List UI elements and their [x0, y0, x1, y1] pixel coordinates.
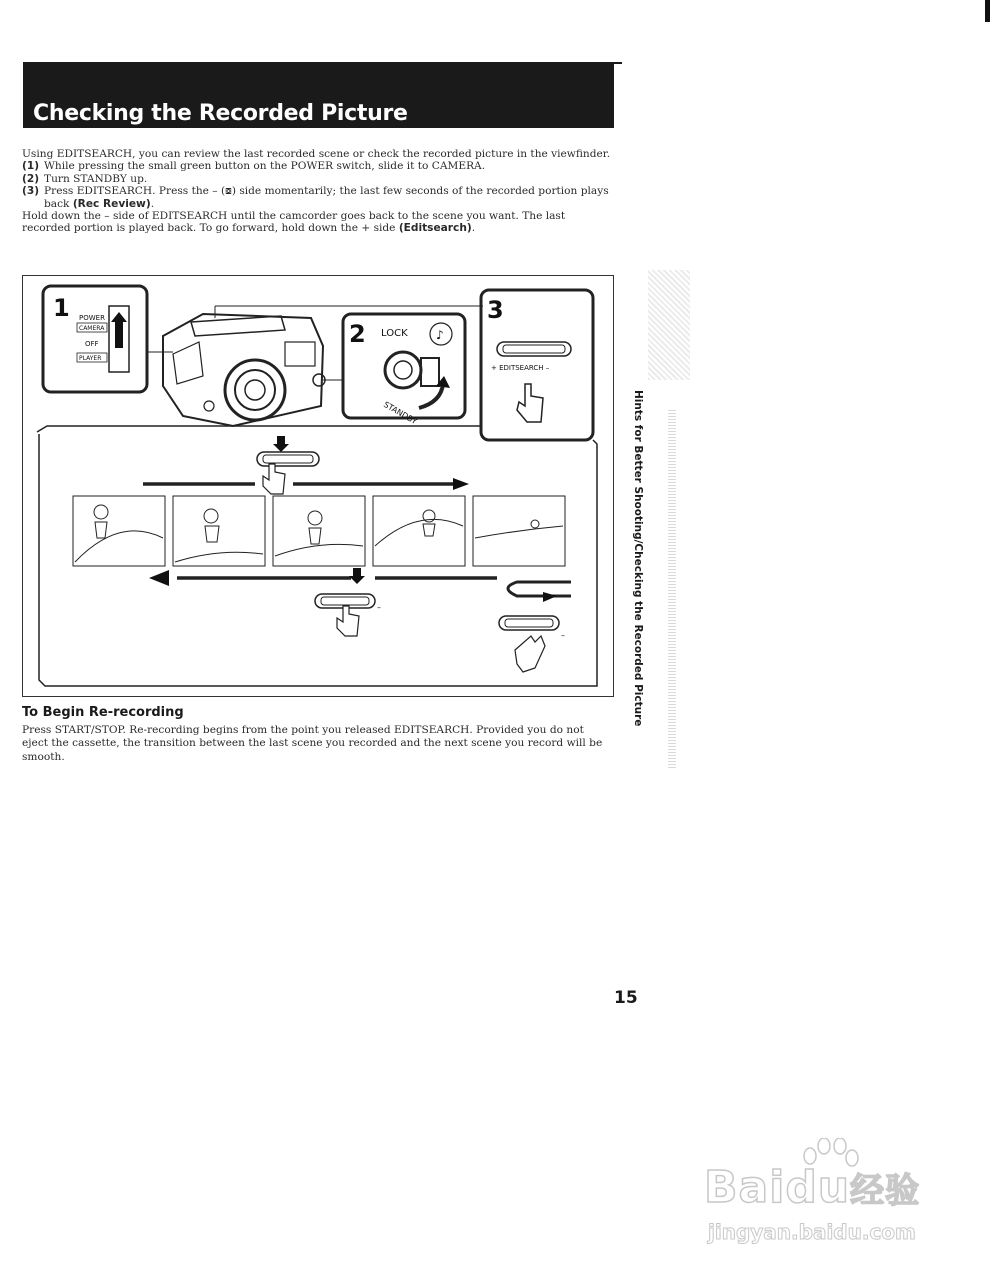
editsearch-button-3: [497, 342, 571, 356]
editsearch-release-inner: [505, 619, 553, 627]
editsearch-label: + EDITSEARCH –: [491, 364, 550, 372]
editsearch-button-3-inner: [503, 345, 565, 353]
re-recording-body: [22, 724, 612, 764]
reverse-arrowhead: [149, 570, 169, 586]
step-3: [22, 185, 617, 210]
side-tab: [628, 390, 648, 727]
standby-lever: [421, 358, 439, 386]
re-recording-heading: To Begin Re-recording: [22, 705, 184, 720]
scene-frame-4: [373, 496, 465, 566]
hand-release-icon: [515, 636, 545, 672]
editsearch-minus-inner: [321, 597, 369, 605]
hold-after: .: [471, 222, 476, 235]
power-up-arrow: [111, 312, 127, 348]
scene-frame-1: [73, 496, 165, 566]
page-title: Checking the Recorded Picture: [33, 101, 408, 126]
panel-3-number: 3: [487, 296, 504, 324]
margin-mark: [985, 0, 990, 22]
thumb-index-edge: [668, 410, 676, 770]
step-1: [22, 160, 617, 172]
step-3-text: Press EDITSEARCH. Press the – (⧇) side momentarily; the last few seconds of the recorded portion plays back: [44, 185, 609, 210]
step-1-text: While pressing the small green button on the POWER switch, slide it to CAMERA.: [44, 160, 486, 173]
title-rule: [614, 62, 622, 64]
release-loop-arrow: [508, 582, 571, 596]
scene-frames: [73, 496, 565, 566]
hold-paragraph: [22, 210, 617, 235]
watermark-cn: 经验: [850, 1171, 921, 1211]
watermark-url: jingyan.baidu.com: [708, 1220, 916, 1244]
player-label: PLAYER: [79, 355, 102, 362]
hold-text: Hold down the – side of EDITSEARCH until the camcorder goes back to the scene you want. The last recorded portion is played back. To go forward, hold down the + side: [22, 210, 566, 235]
press-plus-arrow: [273, 436, 289, 452]
standby-turn-arrow: [419, 384, 443, 408]
editsearch-plus-button: [257, 452, 319, 466]
standby-dial: [385, 352, 421, 388]
editsearch-term: (Editsearch): [398, 222, 472, 235]
thumb-index-shading: [648, 270, 690, 380]
hand-press-minus-icon: [337, 606, 359, 636]
panel-2-number: 2: [349, 320, 366, 348]
operation-illustration: [22, 275, 614, 697]
standby-dial-center: [394, 361, 412, 379]
watermark-logo-text: [704, 1162, 920, 1213]
step-2-num: (2): [22, 172, 40, 185]
rec-review-term: (Rec Review): [72, 197, 151, 210]
camcorder-drawing: [163, 314, 325, 426]
watermark-bai: Bai: [704, 1162, 786, 1213]
sequence-frame: [37, 426, 597, 686]
step-1-num: (1): [22, 160, 40, 173]
step-2: [22, 173, 617, 185]
step-3-num: (3): [22, 185, 40, 198]
power-label: POWER: [79, 314, 105, 322]
panel-1-number: 1: [53, 294, 70, 322]
camera-label: CAMERA: [79, 325, 105, 332]
minus-mark: –: [377, 603, 381, 612]
intro-text: [22, 148, 617, 235]
press-minus-arrow: [349, 568, 365, 584]
step-2-text: Turn STANDBY up.: [44, 172, 148, 185]
forward-arrowhead: [453, 478, 469, 490]
lock-label: LOCK: [381, 328, 408, 339]
step-3-after: .: [150, 197, 155, 210]
hand-press-plus-icon: [263, 464, 285, 494]
intro-lead: Using EDITSEARCH, you can review the last recorded scene or check the recorded picture in the viewfinder.: [22, 148, 611, 160]
music-note-icon: ♪: [436, 328, 444, 342]
scene-frame-2: [173, 496, 265, 566]
side-tab-label: Hints for Better Shooting/Checking the Recorded Picture: [632, 390, 644, 727]
watermark-du: du: [785, 1162, 851, 1213]
re-recording-text: Press START/STOP. Re-recording begins from the point you released EDITSEARCH. Provided you do not eject the cassette, the transition between the last scene you recorded and the next scene you record will be smooth.: [22, 724, 603, 763]
editsearch-plus-inner: [263, 455, 313, 463]
hand-press-icon-3: [517, 384, 543, 422]
illustration-svg: [23, 276, 613, 696]
title-bar: [23, 62, 614, 128]
baidu-watermark: [700, 1138, 940, 1250]
page-number: 15: [614, 988, 638, 1008]
off-label: OFF: [85, 340, 99, 348]
scene-frame-3: [273, 496, 365, 566]
release-minus-mark: –: [561, 631, 565, 640]
standby-label: STANDBY: [382, 399, 419, 427]
editsearch-release-button: [499, 616, 559, 630]
